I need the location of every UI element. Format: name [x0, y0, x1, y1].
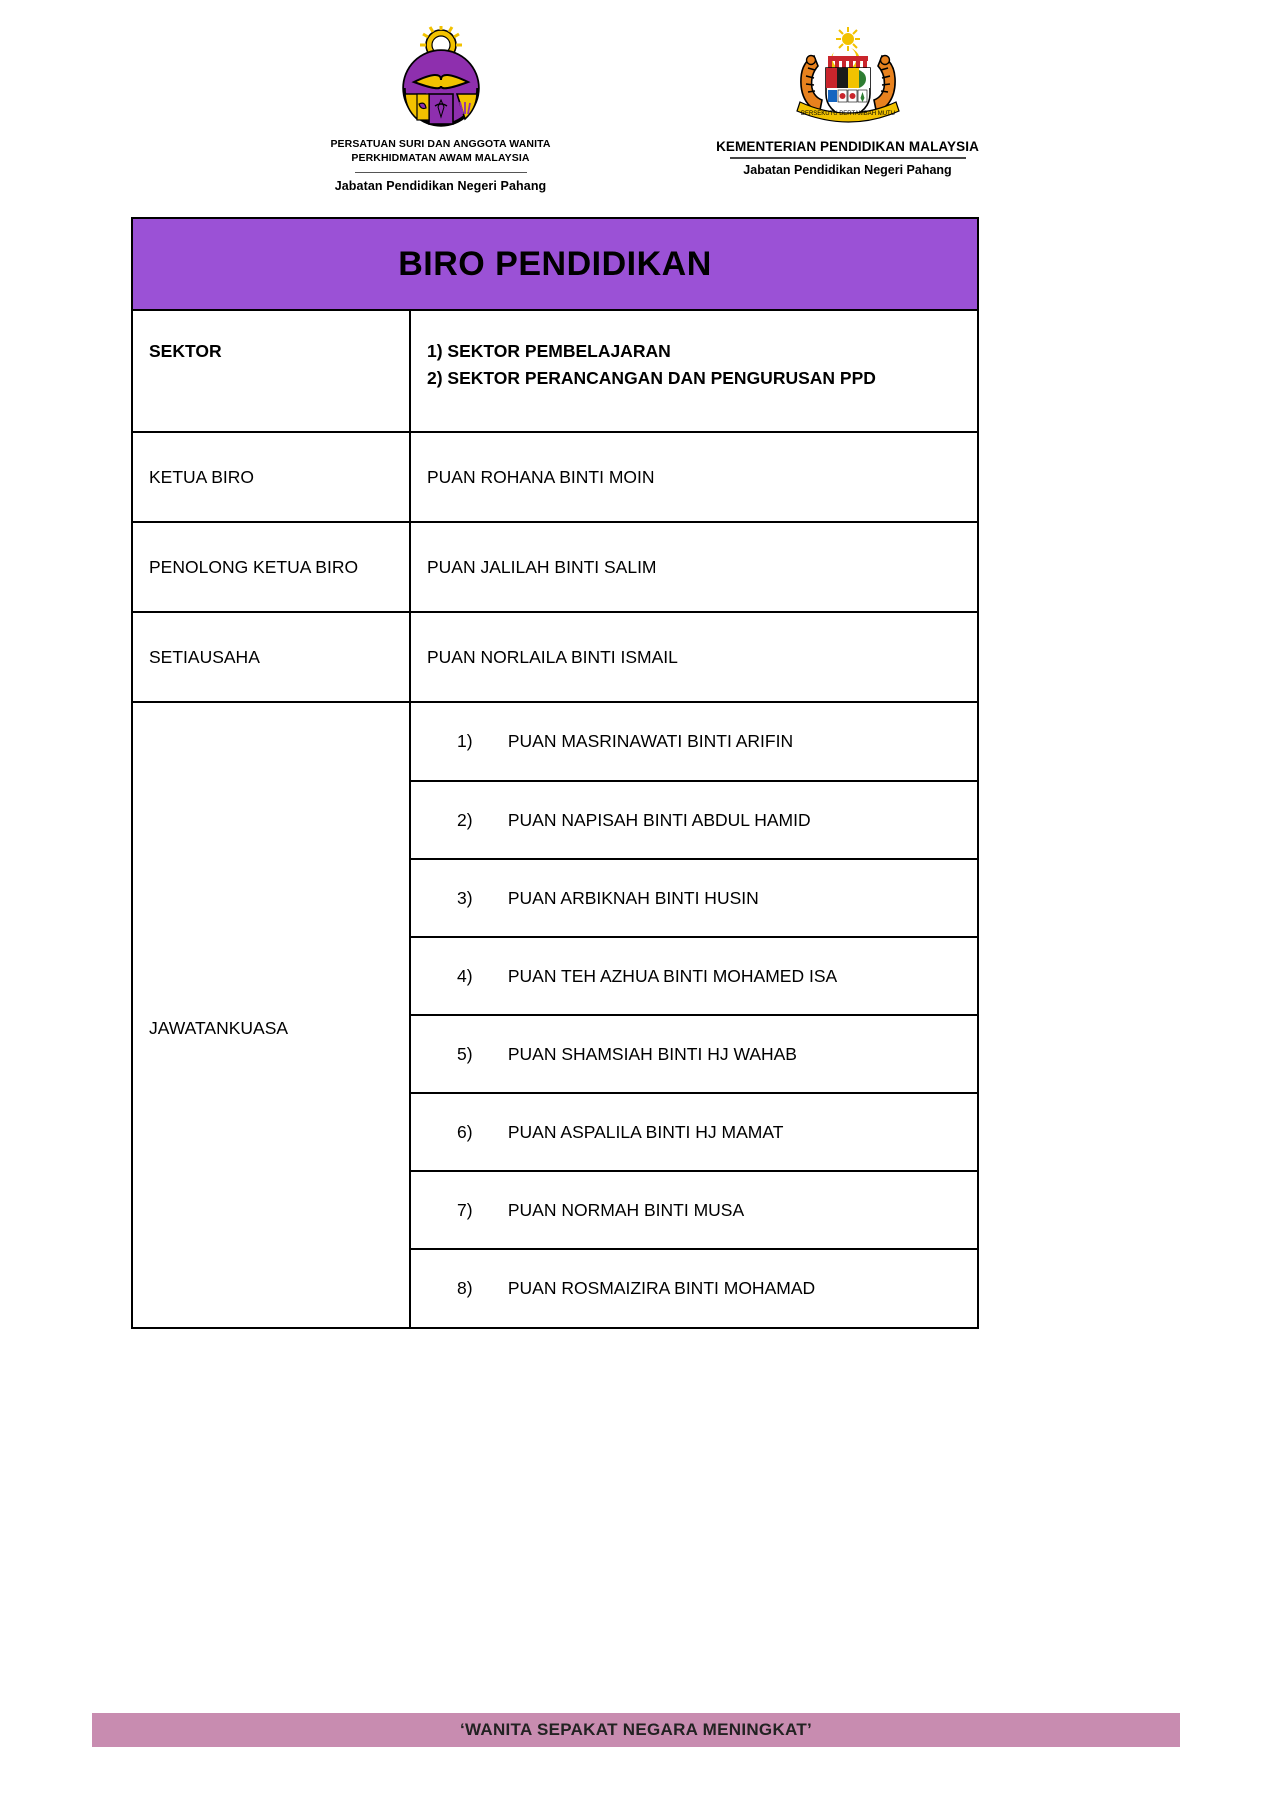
footer-slogan-band	[92, 1713, 1180, 1747]
committee-member-5	[411, 1015, 977, 1093]
letterhead-left-block	[276, 22, 606, 193]
committee-member-table	[411, 703, 977, 1327]
malaysia-coat-of-arms-logo	[784, 22, 912, 130]
table-row-setiausaha	[132, 612, 978, 702]
committee-member-2	[411, 781, 977, 859]
sektor-item-1: 1) SEKTOR PEMBELAJARAN	[427, 341, 671, 361]
committee-member-8	[411, 1249, 977, 1327]
table-row	[411, 1015, 977, 1093]
committee-member-6-name: PUAN ASPALILA BINTI HJ MAMAT	[507, 1121, 784, 1142]
sektor-item-2: 2) SEKTOR PERANCANGAN DAN PENGURUSAN PPD	[427, 368, 876, 389]
committee-member-8-number: 8)	[457, 1278, 473, 1298]
pswpa-branch-name: Jabatan Pendidikan Negeri Pahang	[334, 179, 547, 194]
row-label-sektor: SEKTOR	[132, 310, 410, 432]
table-row	[411, 1093, 977, 1171]
table-row-penolong-ketua-biro	[132, 522, 978, 612]
pswpa-org-name	[330, 137, 550, 165]
row-value-jawatankuasa	[410, 702, 978, 1328]
table-row-ketua-biro	[132, 432, 978, 522]
table-row	[411, 781, 977, 859]
committee-member-2-name: PUAN NAPISAH BINTI ABDUL HAMID	[507, 809, 811, 830]
committee-member-1-name: PUAN MASRINAWATI BINTI ARIFIN	[507, 731, 794, 751]
ministry-branch-name: Jabatan Pendidikan Negeri Pahang	[743, 162, 952, 177]
letterhead-left-divider	[355, 172, 527, 173]
committee-member-3-name: PUAN ARBIKNAH BINTI HUSIN	[507, 887, 759, 908]
row-value-sektor	[410, 310, 978, 432]
committee-member-4	[411, 937, 977, 1015]
committee-member-1	[411, 703, 977, 781]
table-row-jawatankuasa	[132, 702, 978, 1328]
svg-text:BERSEKUTU BERTAMBAH MUTU: BERSEKUTU BERTAMBAH MUTU	[800, 111, 895, 117]
letterhead-right-divider	[730, 157, 966, 159]
committee-member-7-number: 7)	[457, 1199, 473, 1220]
committee-member-3	[411, 859, 977, 937]
row-value-ketua-biro: PUAN ROHANA BINTI MOIN	[410, 432, 978, 522]
committee-member-1-number: 1)	[457, 731, 473, 751]
letterhead-right-block	[698, 22, 998, 177]
committee-member-7	[411, 1171, 977, 1249]
row-label-setiausaha: SETIAUSAHA	[132, 612, 410, 702]
page-title: BIRO PENDIDIKAN	[398, 244, 712, 283]
table-row	[411, 1171, 977, 1249]
pswpa-org-line-1: PERSATUAN SURI DAN ANGGOTA WANITA	[330, 138, 551, 150]
biro-details-table	[131, 217, 979, 1329]
table-row	[411, 937, 977, 1015]
table-row	[411, 703, 977, 781]
table-title-cell	[132, 218, 978, 310]
letterhead	[0, 22, 1273, 193]
pswpa-org-line-2: PERKHIDMATAN AWAM MALAYSIA	[351, 152, 530, 165]
committee-member-8-name: PUAN ROSMAIZIRA BINTI MOHAMAD	[507, 1278, 816, 1298]
committee-member-5-name: PUAN SHAMSIAH BINTI HJ WAHAB	[507, 1043, 797, 1064]
committee-member-4-name: PUAN TEH AZHUA BINTI MOHAMED ISA	[507, 965, 838, 986]
pswpa-crest-logo	[388, 22, 494, 130]
row-value-penolong-ketua-biro: PUAN JALILAH BINTI SALIM	[410, 522, 978, 612]
row-label-jawatankuasa: JAWATANKUASA	[132, 702, 410, 1328]
ministry-name: KEMENTERIAN PENDIDIKAN MALAYSIA	[716, 139, 979, 154]
table-row-sektor	[132, 310, 978, 432]
table-row	[411, 1249, 977, 1327]
committee-member-6	[411, 1093, 977, 1171]
row-label-ketua-biro: KETUA BIRO	[132, 432, 410, 522]
committee-member-4-number: 4)	[457, 965, 473, 986]
committee-member-7-name: PUAN NORMAH BINTI MUSA	[507, 1199, 745, 1220]
committee-member-2-number: 2)	[457, 809, 473, 830]
table-row	[411, 859, 977, 937]
table-title-row	[132, 218, 978, 310]
committee-member-5-number: 5)	[457, 1043, 473, 1064]
row-label-penolong-ketua-biro: PENOLONG KETUA BIRO	[132, 522, 410, 612]
footer-slogan-text: ‘WANITA SEPAKAT NEGARA MENINGKAT’	[459, 1720, 813, 1739]
row-value-setiausaha: PUAN NORLAILA BINTI ISMAIL	[410, 612, 978, 702]
committee-member-3-number: 3)	[457, 887, 473, 908]
committee-member-6-number: 6)	[457, 1121, 473, 1142]
